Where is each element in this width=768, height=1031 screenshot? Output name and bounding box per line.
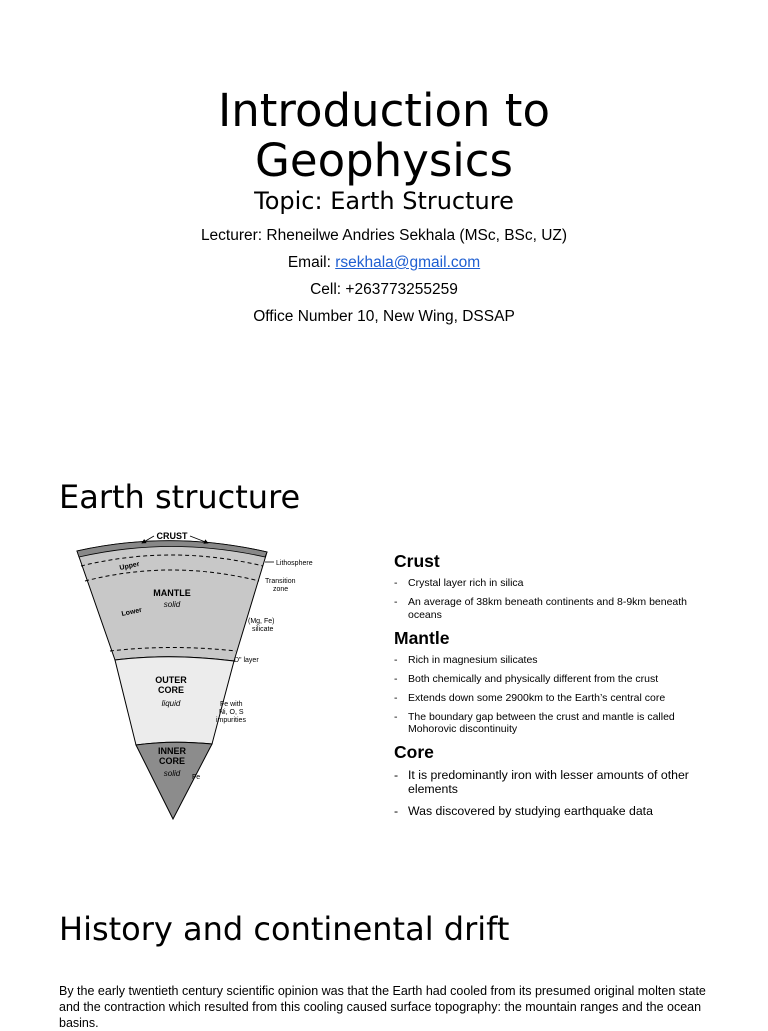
outer-core-state: liquid	[161, 699, 181, 708]
email-line	[0, 249, 768, 276]
history-heading: History and continental drift	[59, 910, 510, 948]
list-item: - Both chemically and physically different from the crust	[394, 673, 714, 686]
list-item: - The boundary gap between the crust and mantle is called Mohorovic discontinuity	[394, 711, 714, 736]
layer-descriptions	[394, 551, 714, 826]
fe-with-label: Fe with	[220, 701, 243, 708]
list-item: - Extends down some 2900km to the Earth’s central core	[394, 692, 714, 705]
list-item: - Crystal layer rich in silica	[394, 577, 714, 590]
core-heading: Core	[394, 742, 434, 762]
list-item: - Rich in magnesium silicates	[394, 654, 714, 667]
fe-inner-label: Fe	[192, 774, 201, 781]
transition-zone-label-1: Transition	[265, 578, 296, 585]
mantle-list	[394, 654, 714, 736]
earth-structure-diagram	[58, 526, 358, 826]
mantle-state: solid	[163, 600, 181, 609]
title-slide	[0, 86, 768, 330]
mgfe-label-2: silicate	[252, 626, 274, 633]
office-line: Office Number 10, New Wing, DSSAP	[253, 308, 515, 325]
d-layer-label: D" layer	[234, 657, 259, 664]
lithosphere-label: Lithosphere	[276, 560, 313, 567]
list-item: - Was discovered by studying earthquake data	[394, 804, 714, 818]
mgfe-label-1: (Mg, Fe)	[248, 618, 275, 625]
inner-core-label-1: INNER	[157, 746, 187, 756]
transition-zone-label-2: zone	[273, 586, 289, 593]
list-item: - It is predominantly iron with lesser amounts of other elements	[394, 768, 714, 796]
outer-core-label-1: OUTER	[155, 675, 187, 685]
mantle-heading: Mantle	[394, 627, 450, 648]
inner-core-state: solid	[163, 769, 181, 778]
inner-core-label-2: CORE	[158, 756, 186, 766]
history-paragraph: By the early twentieth century scientific opinion was that the Earth had cooled from its presumed original molten state and the contraction which resulted from this cooling caused surface topography: the mountain ranges and the ocean basins.	[59, 984, 706, 1030]
upper-mantle-label: Upper	[118, 560, 141, 572]
earth-structure-heading: Earth structure	[59, 478, 301, 516]
crust-label: CRUST	[156, 531, 188, 541]
crust-list	[394, 577, 714, 621]
core-list	[394, 768, 714, 818]
cell-line: Cell: +263773255259	[310, 281, 458, 298]
impurities-label: impurities	[216, 717, 246, 724]
list-item: - An average of 38km beneath continents and 8-9km beneath oceans	[394, 596, 714, 621]
crust-heading: Crust	[394, 551, 440, 571]
outer-core-label-2: CORE	[157, 685, 185, 695]
ni-o-s-label: Ni, O, S	[219, 709, 244, 716]
title-line-1: Introduction to	[218, 84, 550, 137]
mantle-label: MANTLE	[153, 588, 191, 598]
topic-subtitle: Topic: Earth Structure	[254, 187, 514, 215]
email-label: Email:	[287, 254, 336, 271]
email-link[interactable]: rsekhala@gmail.com	[335, 254, 481, 271]
title-line-2: Geophysics	[255, 134, 513, 187]
lower-mantle-label: Lower	[120, 606, 143, 618]
main-title	[0, 86, 768, 186]
lecturer-line: Lecturer: Rheneilwe Andries Sekhala (MSc, BSc, UZ)	[200, 227, 568, 244]
